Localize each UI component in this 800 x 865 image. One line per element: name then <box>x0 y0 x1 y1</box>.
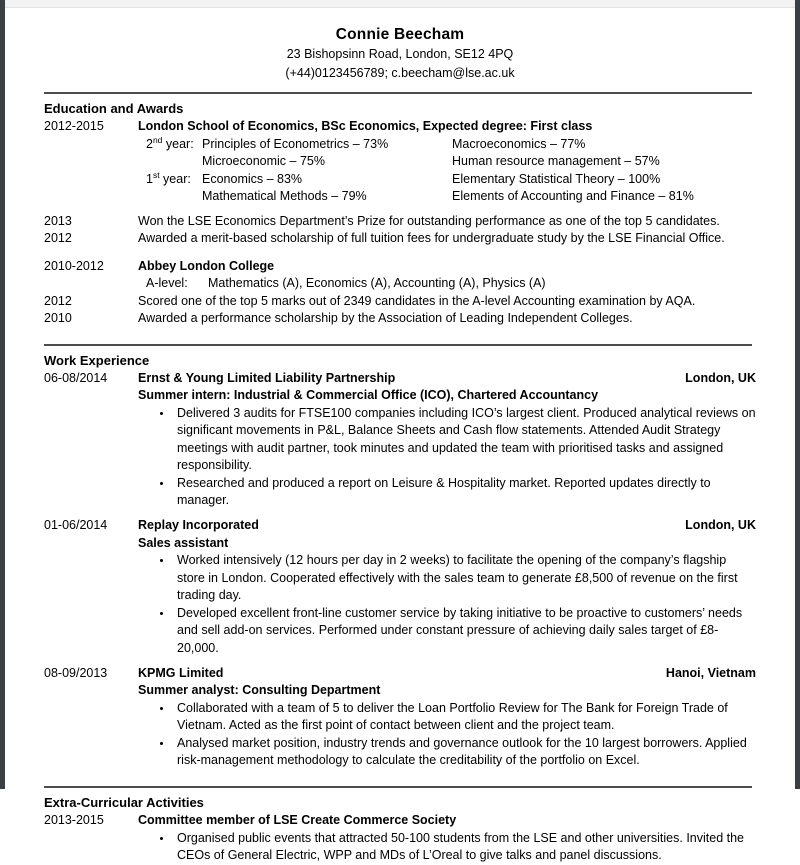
education-entry-abbey <box>44 258 756 293</box>
award-date: 2012 <box>44 231 72 245</box>
award-date: 2013 <box>44 213 72 228</box>
extra-bullet-list <box>156 830 756 865</box>
award-text: Awarded a merit-based scholarship of full tuition fees for undergraduate study by the LSE Financial Office. <box>138 231 725 245</box>
candidate-name: Connie Beecham <box>335 26 465 43</box>
work-date: 01-06/2014 <box>44 518 108 533</box>
work-entry-replay <box>44 517 756 658</box>
work-role: Summer analyst: Consulting Department <box>138 683 381 698</box>
grade-cell: Macroeconomics – 77% <box>452 136 586 151</box>
section-heading-education: Education and Awards <box>44 101 184 116</box>
grade-cell: Mathematical Methods – 79% <box>202 189 367 203</box>
abbey-school-title: Abbey London College <box>138 258 275 273</box>
work-employer: Replay Incorporated <box>138 518 259 533</box>
work-bullet-list <box>156 552 756 658</box>
cv-header <box>44 7 756 83</box>
abbey-alevel-row <box>146 275 756 293</box>
award-text: Won the LSE Economics Department’s Prize for outstanding performance as one of the top 5 candidates. <box>138 213 720 228</box>
award-row <box>44 213 756 231</box>
work-role: Summer intern: Industrial & Commercial Office (ICO), Chartered Accountancy <box>138 388 599 402</box>
award-row <box>44 293 756 311</box>
award-date: 2010 <box>44 311 72 325</box>
grade-cell: Microeconomic – 75% <box>202 154 325 168</box>
award-row <box>44 310 756 328</box>
work-entry-ey <box>44 370 756 511</box>
abbey-date: 2010-2012 <box>44 258 104 273</box>
extra-entry-society <box>44 812 756 865</box>
work-bullet: Collaborated with a team of 5 to deliver the Loan Portfolio Review for The Bank for Foreign Trade of Vietnam. Acted as the first point of contact between client and the project team. <box>156 700 756 735</box>
section-divider-work <box>44 344 752 346</box>
extra-bullet: Organised public events that attracted 50-100 students from the LSE and other universities. Invited the CEOs of General Electric, WPP and MDs of L’Oreal to give talks and panel discussions. <box>156 830 756 865</box>
year-label-2nd: 2nd year: <box>146 134 194 151</box>
work-date: 08-09/2013 <box>44 665 108 680</box>
work-location: London, UK <box>685 518 756 533</box>
work-employer: Ernst & Young Limited Liability Partnership <box>138 370 396 385</box>
work-bullet: Analysed market position, industry trends and governance outlook for the 10 largest borrowers. Applied risk-management methodology to calculate the creditability of the portfolio on Excel. <box>156 735 756 770</box>
work-bullet-list <box>156 405 756 511</box>
extra-title: Committee member of LSE Create Commerce Society <box>138 813 457 827</box>
lse-degree-title: London School of Economics, BSc Economics, Expected degree: First class <box>138 119 593 133</box>
work-employer: KPMG Limited <box>138 665 224 680</box>
section-heading-work: Work Experience <box>44 352 150 368</box>
alevel-label: A-level: <box>146 276 188 290</box>
award-date: 2012 <box>44 293 72 308</box>
section-heading-extra: Extra-Curricular Activities <box>44 795 204 810</box>
work-location: Hanoi, Vietnam <box>665 665 756 680</box>
grade-cell: Human resource management – 57% <box>452 154 660 168</box>
work-bullet-list <box>156 700 756 770</box>
award-text: Scored one of the top 5 marks out of 2349 candidates in the A-level Accounting examination by AQA. <box>138 293 696 308</box>
year-label-1st: 1st year: <box>146 169 191 186</box>
award-text: Awarded a performance scholarship by the Association of Leading Independent Colleges. <box>138 311 633 325</box>
cv-page <box>5 7 795 865</box>
work-location: London, UK <box>685 370 756 385</box>
work-role: Sales assistant <box>138 535 229 550</box>
work-date: 06-08/2014 <box>44 370 108 385</box>
viewer-left-border <box>0 0 5 789</box>
lse-date: 2012-2015 <box>44 119 104 133</box>
work-bullet: Developed excellent front-line customer service by taking initiative to be proactive to customers’ needs and sell add-on services. Performed under constant pressure of achieving daily sales target of £8-20,000. <box>156 605 756 658</box>
work-bullet: Delivered 3 audits for FTSE100 companies including ICO’s largest client. Produced analytical reviews on significant movements in P&L, Balance Sheets and Cash flow statements. Attended Audit Strategy meetings with audit partner, took minutes and updated the team with prioritised tasks and assigned responsibility. <box>156 405 756 475</box>
work-bullet: Worked intensively (12 hours per day in 2 weeks) to facilitate the opening of the company’s flagship store in London. Cooperated effectively with the sales team to generate £8,500 of revenue on the first trading day. <box>156 552 756 605</box>
extra-date: 2013-2015 <box>44 813 104 827</box>
grade-cell: Economics – 83% <box>202 171 303 186</box>
alevel-subjects: Mathematics (A), Economics (A), Accounting (A), Physics (A) <box>208 276 546 290</box>
grade-cell: Principles of Econometrics – 73% <box>202 136 389 151</box>
lse-grades-table <box>146 136 756 206</box>
work-bullet: Researched and produced a report on Leisure & Hospitality market. Reported updates directly to manager. <box>156 475 756 510</box>
work-entry-kpmg <box>44 665 756 770</box>
section-divider-education <box>44 92 752 94</box>
education-entry-lse <box>44 118 756 206</box>
grade-cell: Elementary Statistical Theory – 100% <box>452 171 661 186</box>
candidate-address: 23 Bishopsinn Road, London, SE12 4PQ <box>286 47 514 61</box>
award-row <box>44 230 756 248</box>
viewer-right-border <box>795 0 800 789</box>
candidate-contact: (+44)0123456789; c.beecham@lse.ac.uk <box>285 66 515 80</box>
viewer-top-strip <box>5 0 795 8</box>
section-divider-extra <box>44 786 752 788</box>
grade-cell: Elements of Accounting and Finance – 81% <box>452 189 694 203</box>
